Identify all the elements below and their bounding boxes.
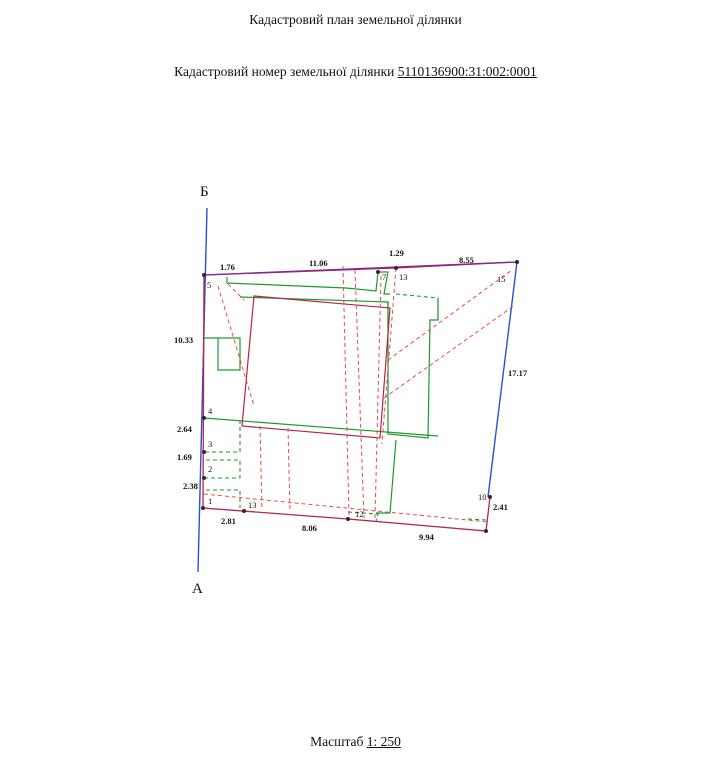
point-4: 4 [208, 406, 213, 416]
green-structures [204, 272, 438, 513]
building-outline [242, 296, 390, 438]
point-5: 5 [207, 280, 212, 290]
axis-label-bottom: А [192, 581, 203, 597]
point-2: 2 [208, 464, 213, 474]
dim-2-81: 2.81 [221, 516, 236, 526]
dim-1-29: 1.29 [389, 248, 404, 258]
scale-value: 1: 250 [366, 734, 401, 749]
right-boundary-blue [488, 262, 517, 497]
dim-11-06: 11.06 [309, 258, 328, 268]
point-13-bottom: 13 [248, 500, 257, 510]
point-3: 3 [208, 439, 213, 449]
point-7: 7 [382, 272, 387, 282]
dim-10-33: 10.33 [174, 335, 194, 345]
red-dashed-lines [204, 266, 515, 522]
dim-9-94: 9.94 [419, 532, 434, 542]
point-1: 1 [208, 496, 213, 506]
point-12: 12 [355, 509, 364, 519]
dim-1-76: 1.76 [220, 262, 235, 272]
dim-2-64: 2.64 [177, 424, 192, 434]
point-13-top: 13 [399, 272, 408, 282]
dim-8-55: 8.55 [459, 255, 474, 265]
axis-label-top: Б [200, 184, 209, 200]
dim-1-69: 1.69 [177, 452, 192, 462]
dim-17-17: 17.17 [508, 368, 528, 378]
scale-label: Масштаб [310, 734, 364, 749]
scale-line [0, 734, 711, 750]
axis-line [198, 208, 207, 572]
dim-8-06: 8.06 [302, 523, 317, 533]
cadastral-number-label: Кадастровий номер земельної ділянки [174, 64, 395, 79]
point-10: 10 [478, 492, 487, 502]
point-15: 15 [497, 274, 506, 284]
page-title: Кадастровий план земельної ділянки [249, 12, 462, 27]
dim-2-38: 2.38 [183, 481, 198, 491]
cadastral-number: 5110136900:31:002:0001 [397, 64, 537, 79]
dim-2-41: 2.41 [493, 502, 508, 512]
